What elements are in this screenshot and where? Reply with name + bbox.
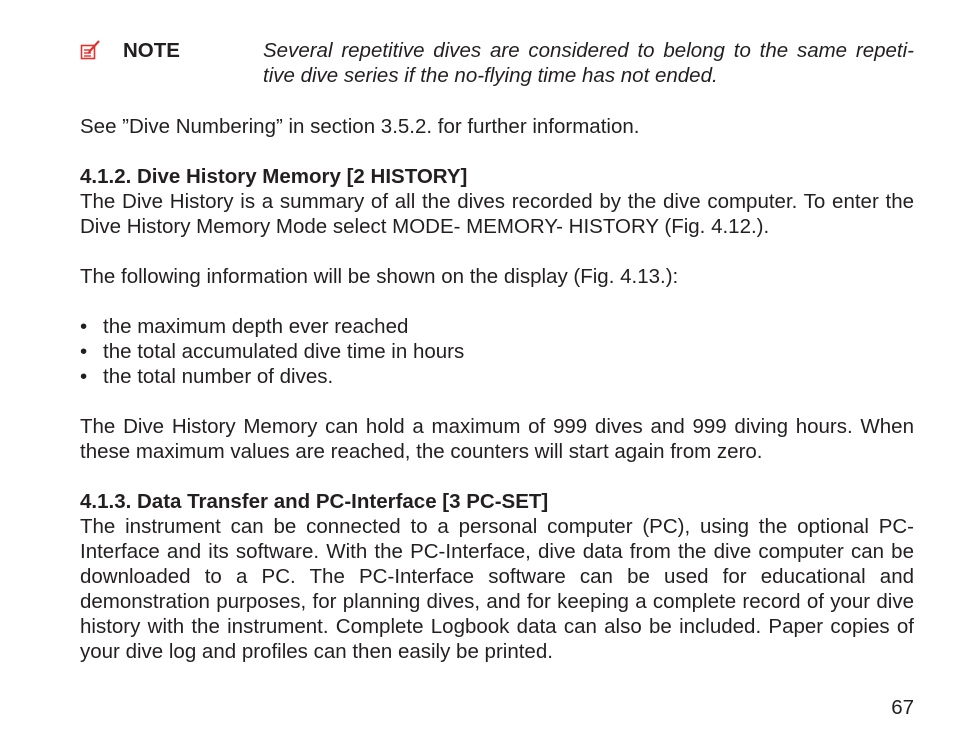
spacer <box>80 389 914 414</box>
spacer <box>80 239 914 264</box>
spacer <box>80 89 914 114</box>
section-heading-dive-history: 4.1.2. Dive History Memory [2 HISTORY] <box>80 165 468 188</box>
list-item-text: the total accumulated dive time in hours <box>103 340 465 363</box>
note-text: Several repetitive dives are considered to belong to the same repeti-tive dive series if the no-flying time has not ended. <box>263 39 914 87</box>
bullet-icon: • <box>80 365 88 388</box>
list-item <box>80 364 914 389</box>
page-number: 67 <box>891 696 914 719</box>
see-also-paragraph: See ”Dive Numbering” in section 3.5.2. for further information. <box>80 115 640 138</box>
history-bullet-list <box>80 314 914 389</box>
note-block <box>80 38 914 89</box>
section-heading-pc-interface: 4.1.3. Data Transfer and PC-Interface [3 PC-SET] <box>80 490 549 513</box>
pc-interface-paragraph: The instrument can be connected to a personal computer (PC), using the optional PC-Interface and its software. With the PC-Interface, dive data from the dive computer can be downloaded to a PC. The PC-Interface software can be used for educational and demonstration purposes, for planning dives, and for keeping a complete record of your dive history with the instrument. Complete Logbook data can also be included. Paper copies of your dive log and profiles can then easily be printed. <box>80 515 914 663</box>
spacer <box>80 464 914 489</box>
spacer <box>80 289 914 314</box>
spacer <box>80 139 914 164</box>
display-info-paragraph: The following information will be shown on the display (Fig. 4.13.): <box>80 265 679 288</box>
bullet-icon: • <box>80 315 88 338</box>
list-item <box>80 314 914 339</box>
dive-history-intro-paragraph: The Dive History is a summary of all the dives recorded by the dive computer. To enter the Dive History Memory Mode select MODE- MEMORY- HISTORY (Fig. 4.12.). <box>80 190 914 238</box>
history-capacity-paragraph: The Dive History Memory can hold a maximum of 999 dives and 999 diving hours. When these maximum values are reached, the counters will start again from zero. <box>80 415 914 463</box>
list-item-text: the maximum depth ever reached <box>103 315 409 338</box>
list-item-text: the total number of dives. <box>103 365 334 388</box>
note-pencil-icon <box>80 39 102 61</box>
note-label: NOTE <box>123 39 180 62</box>
page-content <box>80 38 914 664</box>
list-item <box>80 339 914 364</box>
bullet-icon: • <box>80 340 88 363</box>
